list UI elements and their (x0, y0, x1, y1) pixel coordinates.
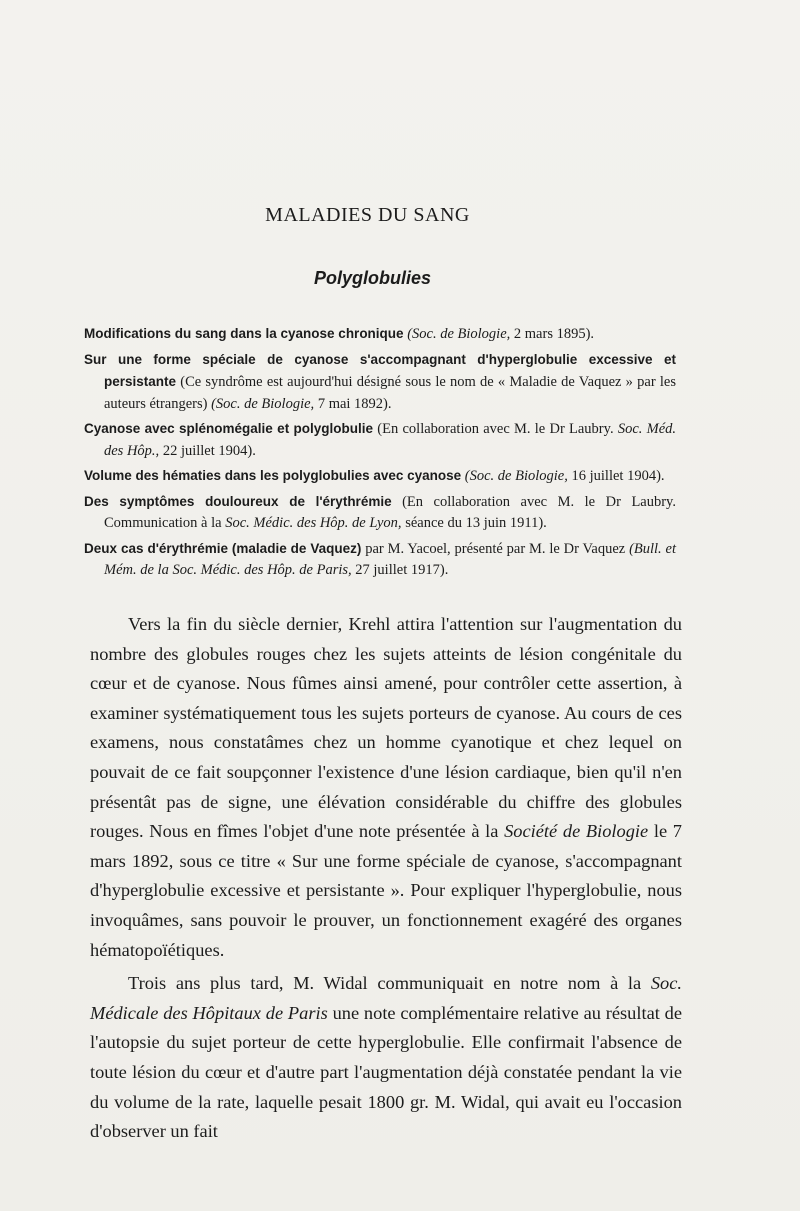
body-paragraph (90, 969, 682, 1147)
entry-title: Sur une forme spéciale de cyanose s'accompagnant d'hyperglobulie excessive et persistante (84, 351, 676, 389)
bibliography-entry (84, 491, 676, 535)
bibliography-entry (84, 538, 676, 582)
section-subheading: Polyglobulies (313, 268, 432, 288)
entry-reference: (Bull. et Mém. de la Soc. Médic. des Hôp. de Paris, (104, 540, 676, 578)
entry-detail: par M. Yacoel, présenté par M. le Dr Vaquez (361, 540, 630, 557)
entry-title: Des symptômes douloureux de l'érythrémie (84, 493, 392, 509)
entry-date: 22 juillet 1904). (159, 442, 256, 459)
paragraph-text: Vers la fin du siècle dernier, Krehl attira l'attention sur l'augmentation du nombre des globules rouges chez les sujets atteints de lésion congénitale du cœur et de cyanose. Nous fûmes ainsi amené, pour contrôler cette assertion, à examiner systématiquement tous les sujets porteurs de cyanose. Au cours de ces examens, nous constatâmes chez un homme cyanotique et chez lequel on pouvait de ce fait soupçonner l'existence d'une lésion cardiaque, bien qu'il n'en présentât pas de signe, une élévation considérable du chiffre des globules rouges. Nous en fîmes l'objet d'une note présentée à la (90, 614, 682, 842)
body-paragraph (90, 610, 682, 965)
bibliography-entry (84, 418, 676, 462)
paragraph-text: une note complémentaire relative au résultat de l'autopsie du sujet porteur de cette hyperglobulie. Elle confirmait l'absence de toute lésion du cœur et d'autre part l'augmentation déjà constatée pendant la vie du volume de la rate, laquelle pesait 1800 gr. M. Widal, qui avait eu l'occasion d'observer un fait (90, 1002, 683, 1142)
entry-date: 27 juillet 1917). (351, 562, 449, 578)
bibliography-entry (84, 349, 676, 416)
section-heading: MALADIES DU SANG (265, 204, 470, 226)
entry-reference: (Soc. de Biologie, (407, 326, 511, 342)
bibliography-list (84, 323, 676, 585)
entry-date: 16 juillet 1904). (567, 468, 665, 484)
paragraph-text: le 7 mars 1892, sous ce titre « Sur une forme spéciale de cyanose, s'accompagnant d'hyperglobulie excessive et persistante ». Pour expliquer l'hyperglobulie, nous invoquâmes, sans pouvoir le prouver, un fonctionnement exagéré des organes hématopoïétiques. (90, 821, 682, 960)
entry-date: 7 mai 1892). (314, 395, 392, 412)
entry-detail: (En collaboration avec M. le Dr Laubry. Communication à la (104, 493, 676, 531)
paragraph-italic: Société de Biologie (504, 821, 649, 842)
paragraph-italic: Soc. Médicale des Hôpitaux de Paris (90, 973, 682, 1023)
entry-title: Volume des hématies dans les polyglobulies avec cyanose (84, 468, 462, 483)
entry-date: 2 mars 1895). (510, 326, 595, 342)
body-text (90, 610, 682, 1147)
entry-detail: (Ce syndrôme est aujourd'hui désigné sous le nom de « Maladie de Vaquez » par les auteurs étrangers) (104, 374, 676, 412)
entry-detail: (En collaboration avec M. le Dr Laubry. (373, 421, 618, 437)
bibliography-entry (84, 465, 676, 488)
entry-title: Modifications du sang dans la cyanose chronique (84, 326, 404, 341)
entry-date: séance du 13 juin 1911). (401, 515, 547, 531)
entry-title: Cyanose avec splénomégalie et polyglobulie (84, 421, 374, 436)
entry-reference: (Soc. de Biologie, (211, 395, 315, 412)
paragraph-text: Trois ans plus tard, M. Widal communiquait en notre nom à la (128, 973, 651, 994)
entry-reference: (Soc. de Biologie, (464, 468, 568, 484)
bibliography-entry (84, 323, 676, 346)
entry-reference: Soc. Méd. des Hôp., (104, 421, 677, 459)
entry-reference: Soc. Médic. des Hôp. de Lyon, (225, 515, 402, 531)
entry-title: Deux cas d'érythrémie (maladie de Vaquez) (84, 540, 362, 556)
